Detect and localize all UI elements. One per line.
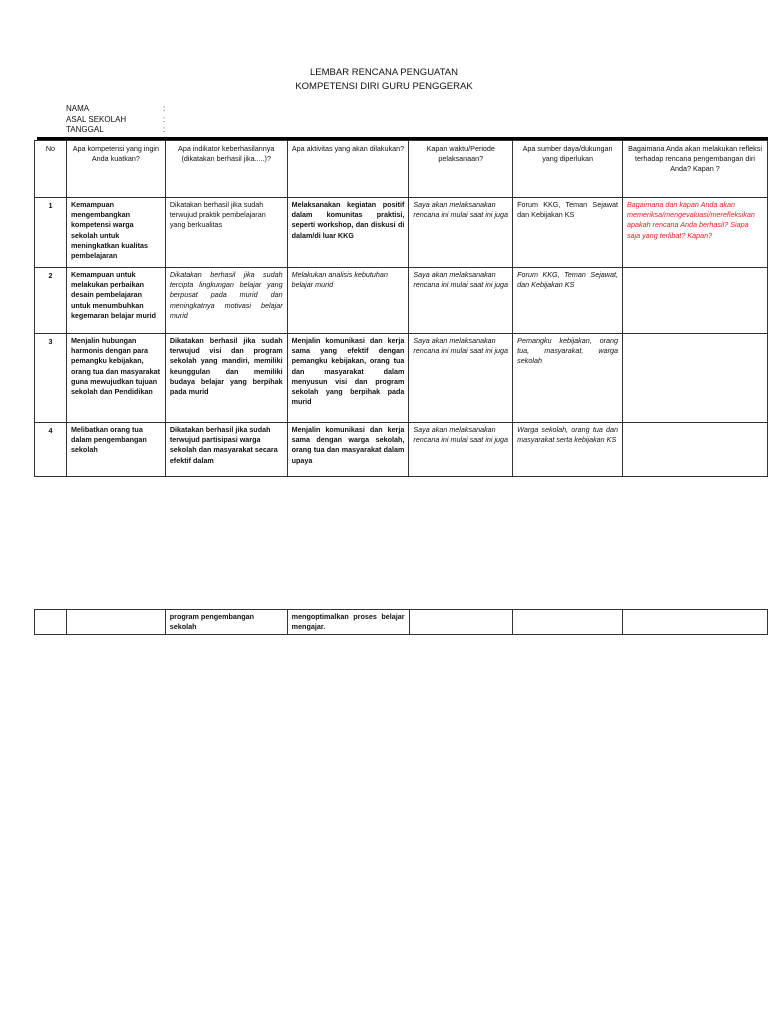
cell-no: 2 <box>35 268 67 334</box>
field-colon: : <box>163 104 166 113</box>
cell-refleksi <box>623 610 768 635</box>
cell-aktivitas: Menjalin komunikasi dan kerja sama dengan warga sekolah, orang tua dan masyarakat dalam upaya <box>287 423 409 477</box>
field-label: ASAL SEKOLAH <box>66 114 127 124</box>
document-title-line1: LEMBAR RENCANA PENGUATAN <box>310 67 458 78</box>
table-row <box>35 610 768 635</box>
field-colon: : <box>163 114 166 124</box>
cell-indikator: Dikatakan berhasil jika sudah terwujud visi dan program sekolah yang mandiri, memiliki keunggulan dan memiliki budaya belajar yang berpihak pada murid <box>165 334 287 423</box>
cell-aktivitas: Menjalin komunikasi dan kerja sama yang efektif dengan pemangku kebijakan, orang tua dan masyarakat dalam menyusun visi dan program sekolah yang berpihak pada murid <box>287 334 409 423</box>
identity-fields <box>66 104 166 136</box>
header-no: No <box>35 141 67 198</box>
cell-kompetensi: Kemampuan untuk melakukan perbaikan desain pembelajaran untuk menumbuhkan kegemaran belajar murid <box>66 268 165 334</box>
cell-indikator: Dikatakan berhasil jika sudah tercipta lingkungan belajar yang berpusat pada murid dan meningkatnya motivasi belajar murid <box>165 268 287 334</box>
header-sumber: Apa sumber daya/dukungan yang diperlukan <box>513 141 623 198</box>
cell-waktu: Saya akan melaksanakan rencana ini mulai saat ini juga <box>409 334 513 423</box>
cell-no: 4 <box>35 423 67 477</box>
field-label: NAMA <box>66 104 90 113</box>
header-waktu: Kapan waktu/Periode pelaksanaan? <box>409 141 513 198</box>
cell-sumber: Forum KKG, Teman Sejawat, dan Kebijakan KS <box>513 268 623 334</box>
continuation-table <box>34 609 768 635</box>
table-row <box>35 268 768 334</box>
cell-waktu: Saya akan melaksanakan rencana ini mulai saat ini juga <box>409 268 513 334</box>
cell-refleksi <box>622 334 767 423</box>
cell-sumber: Forum KKG, Teman Sejawat dan Kebijakan KS <box>513 198 623 268</box>
cell-kompetensi: Kemampuan mengembangkan kompetensi warga sekolah untuk meningkatkan kualitas pembelajaran <box>66 198 165 268</box>
header-indikator: Apa indikator keberhasilannya (dikatakan berhasil jika.....)? <box>165 141 287 198</box>
field-label: TANGGAL <box>66 125 104 134</box>
field-asal-sekolah <box>66 114 166 126</box>
cell-indikator: program pengembangan sekolah <box>165 610 287 635</box>
header-kompetensi: Apa kompetensi yang ingin Anda kuatkan? <box>66 141 165 198</box>
cell-kompetensi: Melibatkan orang tua dalam pengembangan sekolah <box>66 423 165 477</box>
cell-aktivitas: Melakukan analisis kebutuhan belajar murid <box>287 268 409 334</box>
cell-waktu: Saya akan melaksanakan rencana ini mulai saat ini juga <box>409 198 513 268</box>
cell-no: 1 <box>35 198 67 268</box>
field-nama <box>66 104 166 115</box>
cell-aktivitas: mengoptimalkan proses belajar mengajar. <box>287 610 409 635</box>
cell-kompetensi <box>66 610 165 635</box>
cell-refleksi <box>622 423 767 477</box>
cell-aktivitas: Melaksanakan kegiatan positif dalam komunitas praktisi, seperti workshop, dan diskusi di dalam/di luar KKG <box>287 198 409 268</box>
cell-kompetensi: Menjalin hubungan harmonis dengan para pemangku kebijakan, orang tua dan masyarakat guna mewujudkan tujuan sekolah dan Pendidikan <box>66 334 165 423</box>
field-tanggal <box>66 125 166 136</box>
cell-refleksi: Bagaimana dan kapan Anda akan memeriksa/mengevaluasi/merefleksikan apakah rencana Anda berhasil? Siapa saja yang terlibat? Kapan? <box>622 198 767 268</box>
cell-indikator: Dikatakan berhasil jika sudah terwujud praktik pembelajaran yang berkualitas <box>165 198 287 268</box>
cell-no: 3 <box>35 334 67 423</box>
cell-sumber <box>513 610 623 635</box>
document-title-line2: KOMPETENSI DIRI GURU PENGGERAK <box>295 81 473 92</box>
cell-indikator: Dikatakan berhasil jika sudah terwujud partisipasi warga sekolah dan masyarakat secara efektif dalam <box>165 423 287 477</box>
cell-waktu <box>409 610 513 635</box>
field-colon: : <box>163 125 166 134</box>
table-header-row <box>35 141 768 198</box>
header-aktivitas: Apa aktivitas yang akan dilakukan? <box>287 141 409 198</box>
cell-sumber: Pemangku kebijakan, orang tua, masyarakat, warga sekolah <box>513 334 623 423</box>
table-row <box>35 198 768 268</box>
plan-table <box>34 140 768 477</box>
cell-refleksi <box>622 268 767 334</box>
cell-no <box>35 610 67 635</box>
table-row <box>35 334 768 423</box>
cell-waktu: Saya akan melaksanakan rencana ini mulai saat ini juga <box>409 423 513 477</box>
header-refleksi: Bagaimana Anda akan melakukan refleksi terhadap rencana pengembangan diri Anda? Kapan ? <box>622 141 767 198</box>
cell-sumber: Warga sekolah, orang tua dan masyarakat serta kebijakan KS <box>513 423 623 477</box>
table-row <box>35 423 768 477</box>
